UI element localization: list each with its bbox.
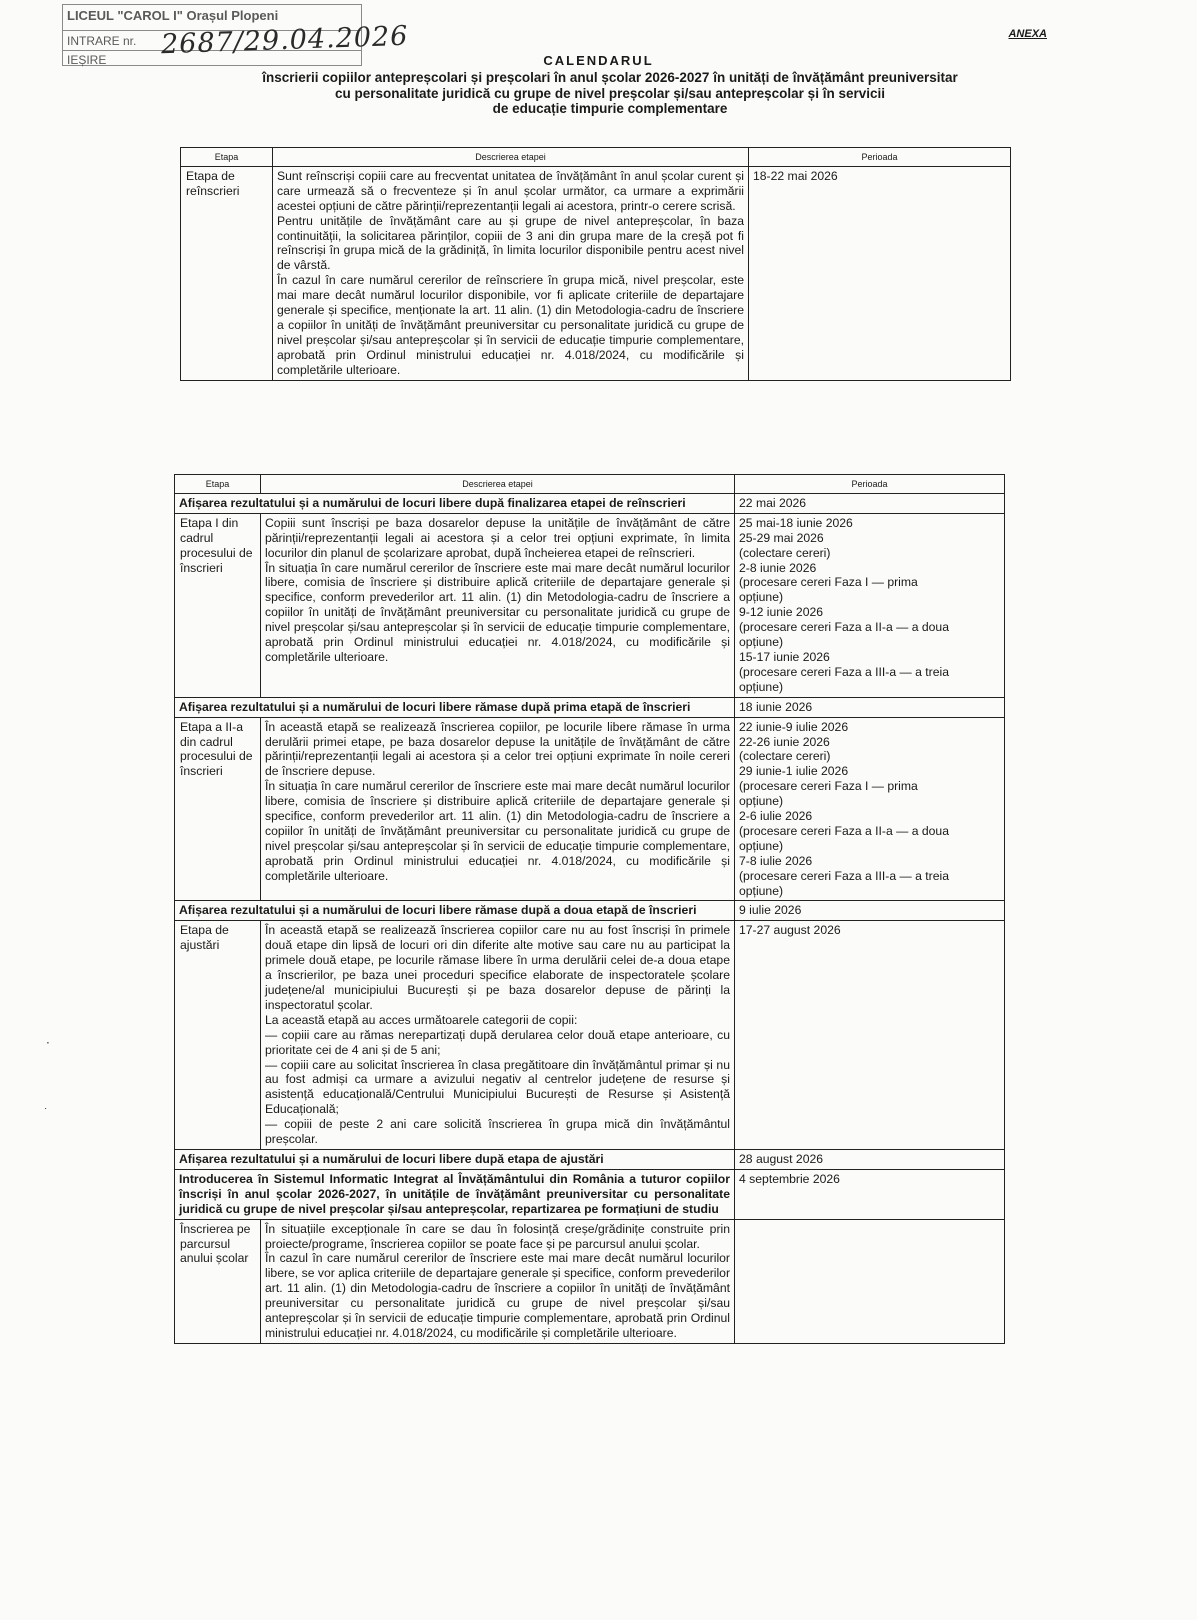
stage-cell: Etapa a II-a din cadrul procesului de înscrieri xyxy=(175,717,261,901)
period-cell xyxy=(735,1219,1005,1343)
scan-speck: ⋅ xyxy=(46,1036,50,1050)
announcement-cell: Afișarea rezultatului și a numărului de locuri libere rămase după a doua etapă de înscrieri xyxy=(175,901,735,921)
announcement-row xyxy=(175,493,1005,513)
period-line: (procesare cereri Faza I — prima xyxy=(739,779,918,794)
description-paragraph: La această etapă au acces următoarele categorii de copii: xyxy=(265,1012,578,1027)
reenrolment-table xyxy=(180,147,1011,381)
period-cell xyxy=(749,166,1011,380)
period-line: 4 septembrie 2026 xyxy=(739,1171,840,1186)
period-line: 2-6 iulie 2026 xyxy=(739,809,813,824)
description-paragraph: În cazul în care numărul cererilor de înscriere este mai mare decât numărul locurilor libere, se vor aplica criteriile de departajare generale și specifice, conform prevederilor art. 11 alin. (1) din Metodologia-cadru de înscriere a copiilor în unități de învățământ preuniversitar cu personalitate juridică cu grupe de nivel preșcolar și/sau antepreșcolar și în servicii de educație timpurie complementare, aprobată prin Ordinul ministrului educației nr. 4.018/2024, cu modificările și completările ulterioare. xyxy=(265,1251,730,1340)
period-line: (colectare cereri) xyxy=(739,749,831,764)
period-line: opțiune) xyxy=(739,635,784,650)
period-cell xyxy=(735,697,1005,717)
period-cell xyxy=(735,1169,1005,1219)
period-line: 25-29 mai 2026 xyxy=(739,530,824,545)
description-paragraph: — copiii care au solicitat înscrierea în clasa pregătitoare din învățământul primar și nu au fost admiși ca urmare a avizului negativ al centrelor județene de resurse și asistență educațională/Centrului Municipiului București de Resurse și Asistență Educațională; xyxy=(265,1057,730,1117)
table-row xyxy=(181,166,1011,380)
period-line: (procesare cereri Faza a III-a — a treia xyxy=(739,664,949,679)
period-line: 7-8 iulie 2026 xyxy=(739,853,813,868)
period-line: 17-27 august 2026 xyxy=(739,923,841,938)
period-cell xyxy=(735,493,1005,513)
subtitle-line: înscrierii copiilor antepreșcolari și preșcolari în anul școlar 2026-2027 în unități de învățământ preuniversitar xyxy=(262,70,958,85)
period-line: 18 iunie 2026 xyxy=(739,699,813,714)
period-cell xyxy=(735,901,1005,921)
description-paragraph: — copiii care au rămas nerepartizați după derularea celor două etape anterioare, cu prioritate cei de 4 ani și de 5 ani; xyxy=(265,1027,730,1057)
period-line: 29 iunie-1 iulie 2026 xyxy=(739,764,849,779)
stamp-intrare-label: INTRARE nr. xyxy=(67,34,137,48)
description-cell xyxy=(261,921,735,1150)
header-description: Descrierea etapei xyxy=(261,475,735,494)
description-paragraph: Sunt reînscriși copiii care au frecventat unitatea de învățământ în anul școlar curent și care urmează să o frecventeze și în anul școlar următor, ca urmare a exprimării acestei opțiuni de către părinții/reprezentanții legali ai acestora, printr-o cerere scrisă. xyxy=(277,168,744,213)
calendar-table xyxy=(174,474,1005,1344)
stage-cell: Etapa de reînscrieri xyxy=(181,166,273,380)
period-line: 22 mai 2026 xyxy=(739,495,807,510)
period-line: (procesare cereri Faza a II-a — a doua xyxy=(739,823,949,838)
period-line: opțiune) xyxy=(739,679,784,694)
header-period: Perioada xyxy=(749,148,1011,167)
description-cell xyxy=(261,513,735,697)
table-header-row xyxy=(181,148,1011,167)
announcement-cell: Introducerea în Sistemul Informatic Integrat al Învățământului din România a tuturor copiilor înscriși în anul școlar 2026-2027, în unitățile de învățământ preuniversitar cu personalitate juridică cu grupe de nivel preșcolar și/sau antepreșcolar, repartizarea pe formațiuni de studiu xyxy=(175,1169,735,1219)
period-line: opțiune) xyxy=(739,838,784,853)
stage-cell: Etapa de ajustări xyxy=(175,921,261,1150)
period-line: 22 iunie-9 iulie 2026 xyxy=(739,719,849,734)
description-cell xyxy=(273,166,749,380)
period-line: 9 iulie 2026 xyxy=(739,903,802,918)
announcement-row xyxy=(175,1149,1005,1169)
description-cell xyxy=(261,1219,735,1343)
announcement-cell: Afișarea rezultatului și a numărului de locuri libere după etapa de ajustări xyxy=(175,1149,735,1169)
description-paragraph: În situația în care numărul cererilor de înscriere este mai mare decât numărul locurilor libere, comisia de înscriere și distribuire aplică criteriile de departajare generale și specifice, conform prevederilor art. 11 alin. (1) din Metodologia-cadru de înscriere a copiilor în unități de învățământ preuniversitar cu personalitate juridică cu grupe de nivel preșcolar și/sau antepreșcolar și în servicii de educație timpurie complementare, aprobată prin Ordinul ministrului educației nr. 4.018/2024, cu modificările și completările ulterioare. xyxy=(265,779,730,883)
period-line: 18-22 mai 2026 xyxy=(753,168,838,183)
announcement-row xyxy=(175,901,1005,921)
period-line: 9-12 iunie 2026 xyxy=(739,605,824,620)
scan-speck: ⋅ xyxy=(44,1104,48,1115)
header-description: Descrierea etapei xyxy=(273,148,749,167)
stage-row xyxy=(175,717,1005,901)
period-cell xyxy=(735,1149,1005,1169)
description-paragraph: În cazul în care numărul cererilor de reînscriere în grupa mică, nivel preșcolar, este mai mare decât numărul locurilor disponibile, vor fi aplicate criteriile de departajare generale și specifice, menționate la art. 11 alin. (1) din Metodologia-cadru de înscriere a copiilor în unități de învățământ preuniversitar cu personalitate juridică cu grupe de nivel preșcolar și/sau antepreșcolar și în servicii de educație timpurie complementare, aprobată prin Ordinul ministrului educației nr. 4.018/2024, cu modificările și completările ulterioare. xyxy=(277,273,744,377)
period-cell xyxy=(735,717,1005,901)
stamp-registration-number: 2687/29.04.2026 xyxy=(160,20,409,61)
description-paragraph: Copiii sunt înscriși pe baza dosarelor depuse la unitățile de învățământ de către părinții/reprezentanții legali ai acestora și a celor trei opțiuni exprimate, în limita locurilor din planul de școlarizare aprobat, după încheierea etapei de reînscrieri. xyxy=(265,515,730,560)
period-cell xyxy=(735,513,1005,697)
period-line: 22-26 iunie 2026 xyxy=(739,734,830,749)
period-line: (procesare cereri Faza I — prima xyxy=(739,575,918,590)
subtitle-line: cu personalitate juridică cu grupe de nivel preșcolar și/sau antepreșcolar și în servicii xyxy=(335,85,885,101)
document-subtitle xyxy=(200,70,1020,117)
period-line: 2-8 iunie 2026 xyxy=(739,560,817,575)
description-paragraph: — copiii de peste 2 ani care solicită înscrierea în grupa mică din învățământul preșcolar. xyxy=(265,1117,730,1147)
stage-cell: Etapa I din cadrul procesului de înscrieri xyxy=(175,513,261,697)
announcement-row xyxy=(175,1169,1005,1219)
description-paragraph: Pentru unitățile de învățământ care au și grupe de nivel antepreșcolar, în baza continuității, la solicitarea părinților, copiii de 3 ani din grupa mare de la creșă pot fi reînscriși în grupa mică de la grădiniță, în limita locurilor disponibile pentru acest nivel de vârstă. xyxy=(277,213,744,273)
stage-row xyxy=(175,513,1005,697)
description-paragraph: În situațiile excepționale în care se dau în folosință creșe/grădinițe construite prin proiecte/programe, înscrierea copiilor se poate face și pe parcursul anului școlar. xyxy=(265,1221,730,1251)
stage-cell: Înscrierea pe parcursul anului școlar xyxy=(175,1219,261,1343)
table-header-row xyxy=(175,475,1005,494)
header-stage: Etapa xyxy=(181,148,273,167)
period-line: opțiune) xyxy=(739,794,784,809)
description-paragraph: În această etapă se realizează înscrierea copiilor, pe locurile libere rămase în urma derulării primei etape, pe baza dosarelor depuse la unitățile de învățământ de către părinții/reprezentanții legali ai acestora și a celor trei opțiuni exprimate în noile cereri de înscriere depuse. xyxy=(265,719,730,779)
period-line: opțiune) xyxy=(739,590,784,605)
period-line: opțiune) xyxy=(739,883,784,898)
description-paragraph: În această etapă se realizează înscrierea copiilor care nu au fost înscriși în primele două etape din lipsă de locuri ori din diferite alte motive sau care nu au participat la primele două etape, pe locurile rămase libere în urma derulării celei de-a doua etape a înscrierilor, pe baza unei proceduri specifice elaborate de inspectoratele școlare județene/al municipiului București și pe baza dosarelor depuse de părinți la inspectoratul școlar. xyxy=(265,923,730,1012)
document-title: CALENDARUL xyxy=(543,53,654,68)
subtitle-line: de educație timpurie complementare xyxy=(492,101,728,116)
period-line: (colectare cereri) xyxy=(739,545,831,560)
header-period: Perioada xyxy=(735,475,1005,494)
anexa-label: ANEXA xyxy=(1008,28,1047,40)
announcement-cell: Afișarea rezultatului și a numărului de locuri libere rămase după prima etapă de înscrieri xyxy=(175,697,735,717)
period-line: (procesare cereri Faza a II-a — a doua xyxy=(739,620,949,635)
header-stage: Etapa xyxy=(175,475,261,494)
period-line: 15-17 iunie 2026 xyxy=(739,649,830,664)
calendar-table-body xyxy=(175,475,1005,1344)
period-line: 25 mai-18 iunie 2026 xyxy=(739,515,853,530)
stamp-iesire-label: IEȘIRE xyxy=(67,53,107,67)
announcement-cell: Afișarea rezultatului și a numărului de locuri libere după finalizarea etapei de reînscrieri xyxy=(175,493,735,513)
period-line: (procesare cereri Faza a III-a — a treia xyxy=(739,868,949,883)
description-paragraph: În situația în care numărul cererilor de înscriere este mai mare decât numărul locurilor libere, comisia de înscriere și distribuire aplică criteriile de departajare generale și specifice, conform prevederilor art. 11 alin. (1) din Metodologia-cadru de înscriere a copiilor în unități de învățământ preuniversitar cu personalitate juridică cu grupe de nivel preșcolar și/sau antepreșcolar și în servicii de educație timpurie complementare, aprobată prin Ordinul ministrului educației nr. 4.018/2024, cu modificările și completările ulterioare. xyxy=(265,560,730,664)
period-cell xyxy=(735,921,1005,1150)
description-cell xyxy=(261,717,735,901)
period-line: 28 august 2026 xyxy=(739,1151,824,1166)
stamp-school-name: LICEUL "CAROL I" Orașul Plopeni xyxy=(67,8,279,23)
announcement-row xyxy=(175,697,1005,717)
stage-row xyxy=(175,1219,1005,1343)
stage-row xyxy=(175,921,1005,1150)
